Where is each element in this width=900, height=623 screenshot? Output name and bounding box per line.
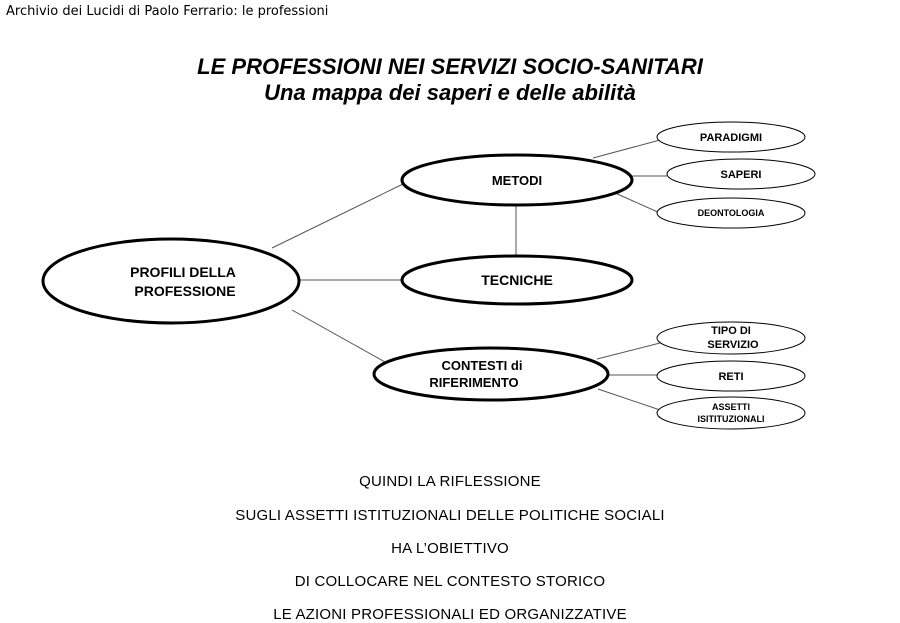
connector-metodi-deontologia [615, 193, 660, 213]
node-profili [43, 239, 299, 323]
node-tipo-line2: SERVIZIO [707, 339, 759, 351]
node-tipo-line1: TIPO DI [711, 325, 751, 337]
node-contesti-line2: RIFERIMENTO [429, 375, 519, 390]
conclusion-line-2: SUGLI ASSETTI ISTITUZIONALI DELLE POLITICHE SOCIALI [235, 507, 665, 524]
node-deontologia-label: DEONTOLOGIA [697, 208, 765, 218]
node-assetti-line2: ISITITUZIONALI [697, 414, 765, 424]
node-metodi [402, 155, 632, 205]
node-contesti [374, 348, 608, 400]
node-assetti-line1: ASSETTI [711, 402, 751, 412]
node-assetti [657, 397, 805, 429]
node-profili-line1: PROFILI DELLA [130, 264, 236, 280]
connector-metodi-paradigmi [593, 140, 660, 158]
header-caption: Archivio dei Lucidi di Paolo Ferrario: le professioni [6, 4, 329, 19]
node-reti-label: RETI [718, 371, 744, 383]
node-paradigmi-label: PARADIGMI [699, 132, 763, 144]
node-contesti-line1: CONTESTI di [441, 358, 523, 373]
connector-profili-metodi [272, 184, 403, 248]
node-tecniche [402, 256, 632, 304]
conclusion-line-4: DI COLLOCARE NEL CONTESTO STORICO [294, 573, 606, 590]
connector-profili-contesti [292, 310, 385, 362]
page-title: LE PROFESSIONI NEI SERVIZI SOCIO-SANITARI [197, 54, 703, 79]
conclusion-line-1: QUINDI LA RIFLESSIONE [359, 473, 541, 490]
conclusion-line-5: LE AZIONI PROFESSIONALI ED ORGANIZZATIVE [273, 606, 627, 623]
node-profili-line2: PROFESSIONE [134, 283, 236, 299]
node-deontologia [657, 198, 805, 228]
node-reti [657, 361, 805, 391]
node-saperi [667, 159, 815, 189]
page-subtitle: Una mappa dei saperi e delle abilità [264, 80, 636, 105]
node-saperi-label: SAPERI [720, 169, 762, 181]
node-paradigmi [657, 122, 805, 152]
connector-contesti-assetti [598, 389, 660, 410]
node-metodi-label: METODI [491, 173, 543, 188]
node-tecniche-label: TECNICHE [481, 272, 553, 288]
conclusion-line-3: HA L’OBIETTIVO [391, 540, 509, 557]
node-tipo-servizio [657, 322, 805, 354]
connector-contesti-tipo [597, 343, 660, 359]
